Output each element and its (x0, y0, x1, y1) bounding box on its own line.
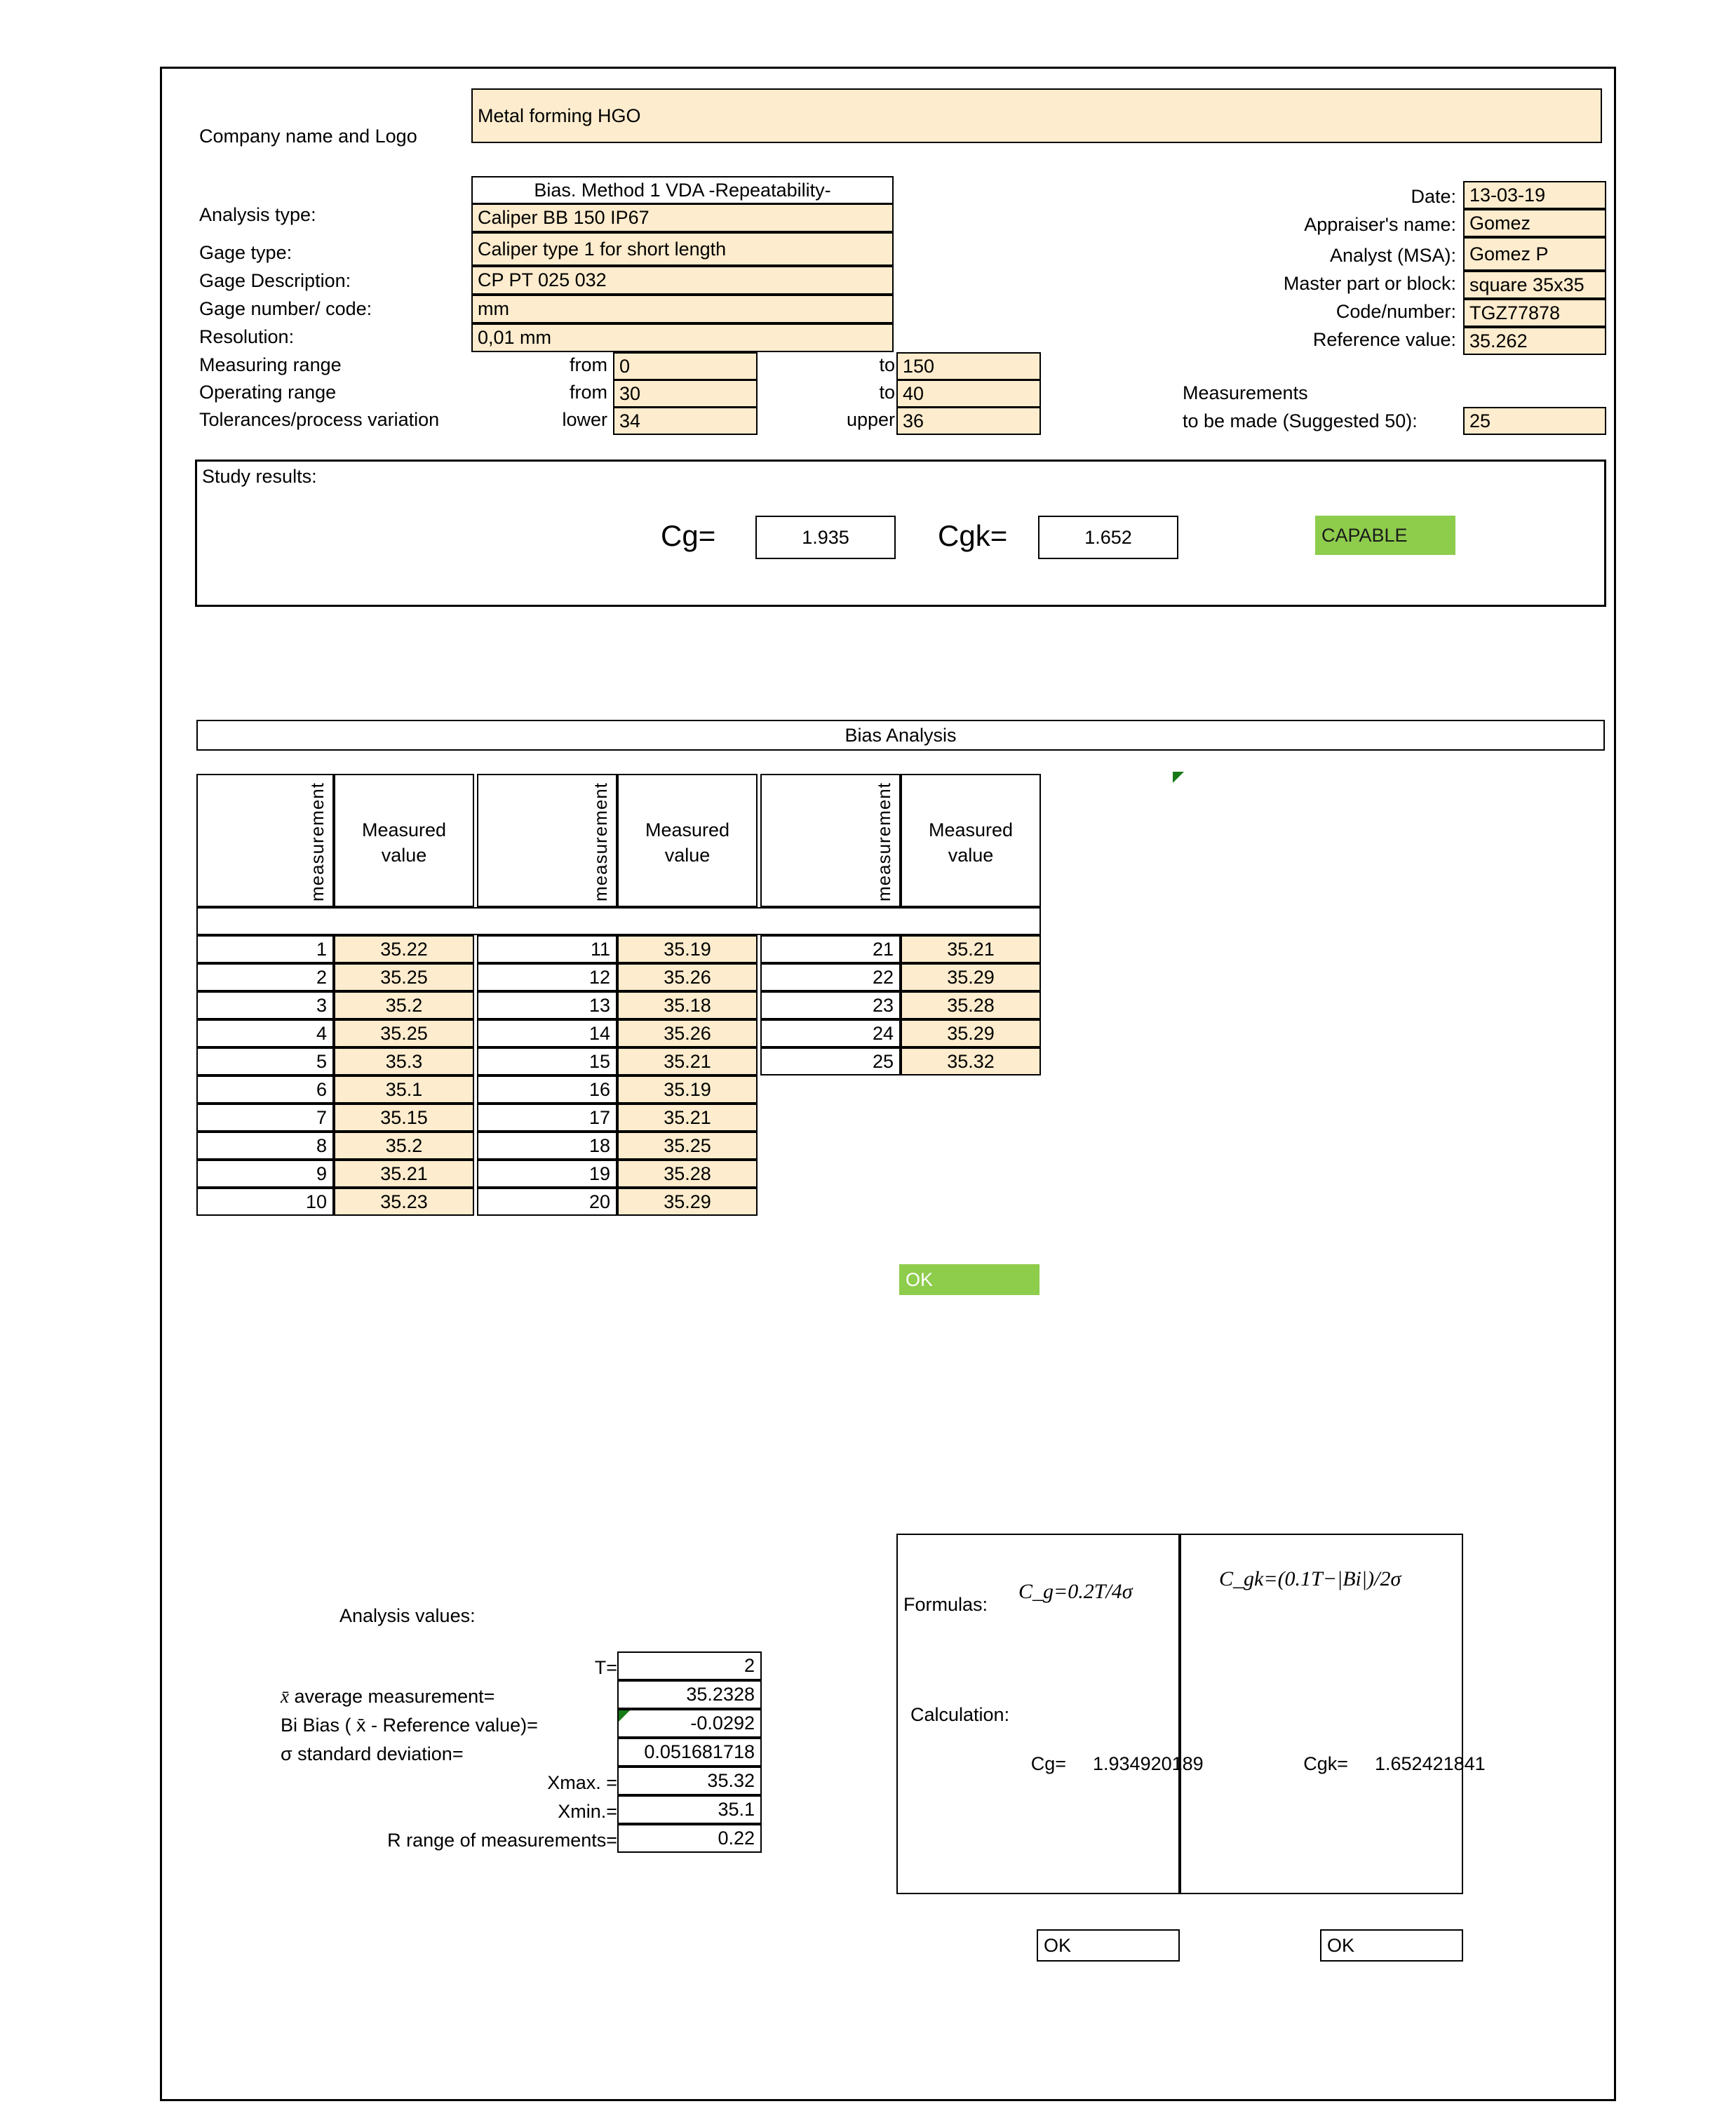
measured-value-cell[interactable]: 35.29 (617, 1188, 758, 1216)
measured-value-header-line2-3: value (948, 845, 994, 866)
analyst-msa-label: Analyst (MSA): (1329, 245, 1456, 266)
tolerances-lower-input[interactable]: 34 (613, 407, 758, 435)
measurement-index-cell: 2 (196, 963, 334, 991)
measured-value-cell[interactable]: 35.2 (334, 1132, 474, 1160)
measured-value-cell[interactable]: 35.29 (901, 963, 1041, 991)
analyst-msa-input[interactable]: Gomez P (1463, 237, 1606, 271)
calculation-label: Calculation: (910, 1704, 1010, 1725)
measurement-index-cell: 19 (477, 1160, 617, 1188)
measured-value-cell[interactable]: 35.21 (617, 1104, 758, 1132)
analysis-type-input[interactable]: Caliper BB 150 IP67 (471, 203, 894, 232)
master-part-label: Master part or block: (1283, 273, 1456, 294)
gage-type-label: Gage type: (199, 242, 292, 263)
measurement-index-cell: 8 (196, 1132, 334, 1160)
analysis-value-label-average (281, 1686, 617, 1708)
comment-marker-icon (1173, 772, 1184, 783)
analysis-value-T: 2 (617, 1651, 762, 1680)
measurement-index-cell: 25 (760, 1047, 901, 1075)
measurement-index-cell: 20 (477, 1188, 617, 1216)
cg-value-box: 1.935 (755, 516, 896, 559)
measurement-index-cell: 24 (760, 1019, 901, 1047)
code-number-label: Code/number: (1335, 301, 1456, 322)
measurement-header-idx-2 (477, 774, 617, 907)
measured-value-header-1 (334, 774, 474, 907)
measurement-index-cell: 22 (760, 963, 901, 991)
cg-status-box: OK (1037, 1929, 1180, 1962)
date-input[interactable]: 13-03-19 (1463, 181, 1606, 209)
measured-value-header-2 (617, 774, 758, 907)
measurement-index-cell: 3 (196, 991, 334, 1019)
company-name-input[interactable]: Metal forming HGO (471, 88, 1602, 143)
measurement-index-cell: 6 (196, 1075, 334, 1104)
measured-value-cell[interactable]: 35.15 (334, 1104, 474, 1132)
measurement-index-cell: 1 (196, 935, 334, 963)
analysis-value-label-stddev: σ standard deviation= (281, 1743, 464, 1764)
operating-range-label: Operating range (199, 382, 337, 403)
x-bar-symbol-average: x̄ (281, 1686, 289, 1707)
operating-range-from-input[interactable]: 30 (613, 380, 758, 408)
measurement-index-cell: 23 (760, 991, 901, 1019)
analysis-value-average: 35.2328 (617, 1680, 762, 1709)
analysis-value-stddev: 0.051681718 (617, 1738, 762, 1767)
measured-value-cell[interactable]: 35.18 (617, 991, 758, 1019)
measurement-index-cell: 15 (477, 1047, 617, 1075)
measured-value-cell[interactable]: 35.2 (334, 991, 474, 1019)
formulas-label: Formulas: (903, 1594, 988, 1615)
measured-value-cell[interactable]: 35.19 (617, 1075, 758, 1104)
measured-value-header-line2-2: value (664, 845, 711, 866)
capability-status-badge: CAPABLE (1315, 516, 1455, 555)
gage-description-label: Gage Description: (199, 270, 351, 291)
appraiser-name-label: Appraiser's name: (1304, 214, 1456, 235)
measurement-index-cell: 18 (477, 1132, 617, 1160)
measurement-index-cell: 10 (196, 1188, 334, 1216)
bias-comment-marker-icon (619, 1710, 630, 1722)
analysis-value-label-average-text: average measurement= (288, 1686, 495, 1707)
measurement-index-cell: 9 (196, 1160, 334, 1188)
cgk-formula-text: C_gk=(0.1T−|Bi|)/2σ (1219, 1567, 1401, 1590)
measured-value-header-3 (901, 774, 1041, 907)
measurement-index-cell: 12 (477, 963, 617, 991)
measurement-col-header-label-1: measurement (307, 782, 328, 902)
analysis-value-label-range: R range of measurements= (387, 1830, 617, 1851)
measured-value-cell[interactable]: 35.1 (334, 1075, 474, 1104)
analysis-value-xmin: 35.1 (617, 1795, 762, 1824)
measured-value-cell[interactable]: 35.19 (617, 935, 758, 963)
date-label: Date: (1411, 186, 1456, 207)
measurement-index-cell: 4 (196, 1019, 334, 1047)
measured-value-header-line1-1: Measured (361, 819, 447, 840)
operating-range-to-label: to (879, 382, 895, 403)
measured-value-cell[interactable]: 35.23 (334, 1188, 474, 1216)
company-name-label: Company name and Logo (199, 126, 417, 147)
measured-value-cell[interactable]: 35.25 (617, 1132, 758, 1160)
measured-value-header-line1-2: Measured (645, 819, 730, 840)
analysis-value-range: 0.22 (617, 1824, 762, 1853)
measured-value-cell[interactable]: 35.26 (617, 1019, 758, 1047)
appraiser-name-input[interactable]: Gomez (1463, 209, 1606, 237)
gage-description-input[interactable]: CP PT 025 032 (471, 266, 894, 295)
measured-value-cell[interactable]: 35.29 (901, 1019, 1041, 1047)
tolerances-upper-input[interactable]: 36 (896, 407, 1041, 435)
measured-value-header-line2-1: value (381, 845, 427, 866)
analysis-type-label: Analysis type: (199, 204, 316, 225)
bias-status-badge: OK (899, 1264, 1039, 1295)
measurement-index-cell: 14 (477, 1019, 617, 1047)
tolerances-upper-label: upper (846, 409, 895, 430)
measurements-to-make-label-line2: to be made (Suggested 50): (1183, 410, 1418, 431)
tolerances-lower-label: lower (562, 409, 607, 430)
measurements-to-make-label-line1: Measurements (1183, 382, 1308, 403)
analysis-value-label-xmin: Xmin.= (558, 1801, 617, 1822)
analysis-value-bias: -0.0292 (617, 1709, 762, 1738)
measured-value-cell[interactable]: 35.28 (617, 1160, 758, 1188)
measurement-col-header-label-3: measurement (873, 782, 894, 902)
measuring-range-from-label: from (570, 354, 607, 375)
measuring-range-from-input[interactable]: 0 (613, 352, 758, 380)
measurement-index-cell: 7 (196, 1104, 334, 1132)
bias-analysis-section-title: Bias Analysis (196, 720, 1605, 751)
resolution-input[interactable]: 0,01 mm (471, 323, 894, 352)
analysis-value-xmax: 35.32 (617, 1767, 762, 1795)
analysis-value-label-T: T= (594, 1657, 617, 1678)
master-part-input[interactable]: square 35x35 (1463, 271, 1606, 299)
measurement-index-cell: 21 (760, 935, 901, 963)
gage-number-label: Gage number/ code: (199, 298, 372, 319)
cgk-value-box: 1.652 (1038, 516, 1178, 559)
cgk-result-value: 1.652421841 (1375, 1753, 1486, 1774)
cg-result-label: Cg= (1030, 1753, 1066, 1774)
measurement-header-idx-3 (760, 774, 901, 907)
measured-value-cell[interactable]: 35.21 (617, 1047, 758, 1075)
code-number-input[interactable]: TGZ77878 (1463, 299, 1606, 327)
measurement-index-cell: 17 (477, 1104, 617, 1132)
cgk-result-label: Cgk= (1303, 1753, 1348, 1774)
measurement-header-spacer-row (196, 907, 1041, 935)
measurement-index-cell: 13 (477, 991, 617, 1019)
gage-number-input[interactable]: mm (471, 295, 894, 323)
analysis-value-label-xmax: Xmax. = (547, 1772, 617, 1793)
measurement-index-cell: 5 (196, 1047, 334, 1075)
tolerances-label: Tolerances/process variation (199, 409, 440, 430)
measurement-index-cell: 11 (477, 935, 617, 963)
study-results-title: Study results: (202, 466, 317, 487)
cgk-label: Cgk= (938, 519, 1008, 552)
analysis-title: Bias. Method 1 VDA -Repeatability- (471, 176, 894, 204)
operating-range-to-input[interactable]: 40 (896, 380, 1041, 408)
cgk-status-box: OK (1320, 1929, 1463, 1962)
measurements-to-make-input[interactable]: 25 (1463, 407, 1606, 435)
measured-value-cell[interactable]: 35.21 (334, 1160, 474, 1188)
cg-result-value: 1.934920189 (1093, 1753, 1204, 1774)
measured-value-cell[interactable]: 35.25 (334, 1019, 474, 1047)
cg-label: Cg= (661, 519, 716, 552)
measured-value-header-line1-3: Measured (928, 819, 1014, 840)
cg-formula-text: C_g=0.2T/4σ (1018, 1580, 1133, 1603)
measurement-index-cell: 16 (477, 1075, 617, 1104)
measuring-range-to-input[interactable]: 150 (896, 352, 1041, 380)
operating-range-from-label: from (570, 382, 607, 403)
measured-value-cell[interactable]: 35.26 (617, 963, 758, 991)
measuring-range-to-label: to (879, 354, 895, 375)
measured-value-cell[interactable]: 35.25 (334, 963, 474, 991)
measured-value-cell[interactable]: 35.28 (901, 991, 1041, 1019)
measurement-col-header-label-2: measurement (590, 782, 611, 902)
measurement-header-idx-1 (196, 774, 334, 907)
measured-value-cell[interactable]: 35.3 (334, 1047, 474, 1075)
measured-value-cell[interactable]: 35.22 (334, 935, 474, 963)
measuring-range-label: Measuring range (199, 354, 342, 375)
analysis-value-label-bias: Bi Bias ( x̄ - Reference value)= (281, 1715, 538, 1736)
gage-type-input[interactable]: Caliper type 1 for short length (471, 232, 894, 266)
resolution-label: Resolution: (199, 326, 295, 347)
reference-value-input[interactable]: 35.262 (1463, 327, 1606, 355)
measured-value-cell[interactable]: 35.21 (901, 935, 1041, 963)
reference-value-label: Reference value: (1312, 329, 1456, 350)
analysis-values-title: Analysis values: (339, 1605, 476, 1626)
measured-value-cell[interactable]: 35.32 (901, 1047, 1041, 1075)
